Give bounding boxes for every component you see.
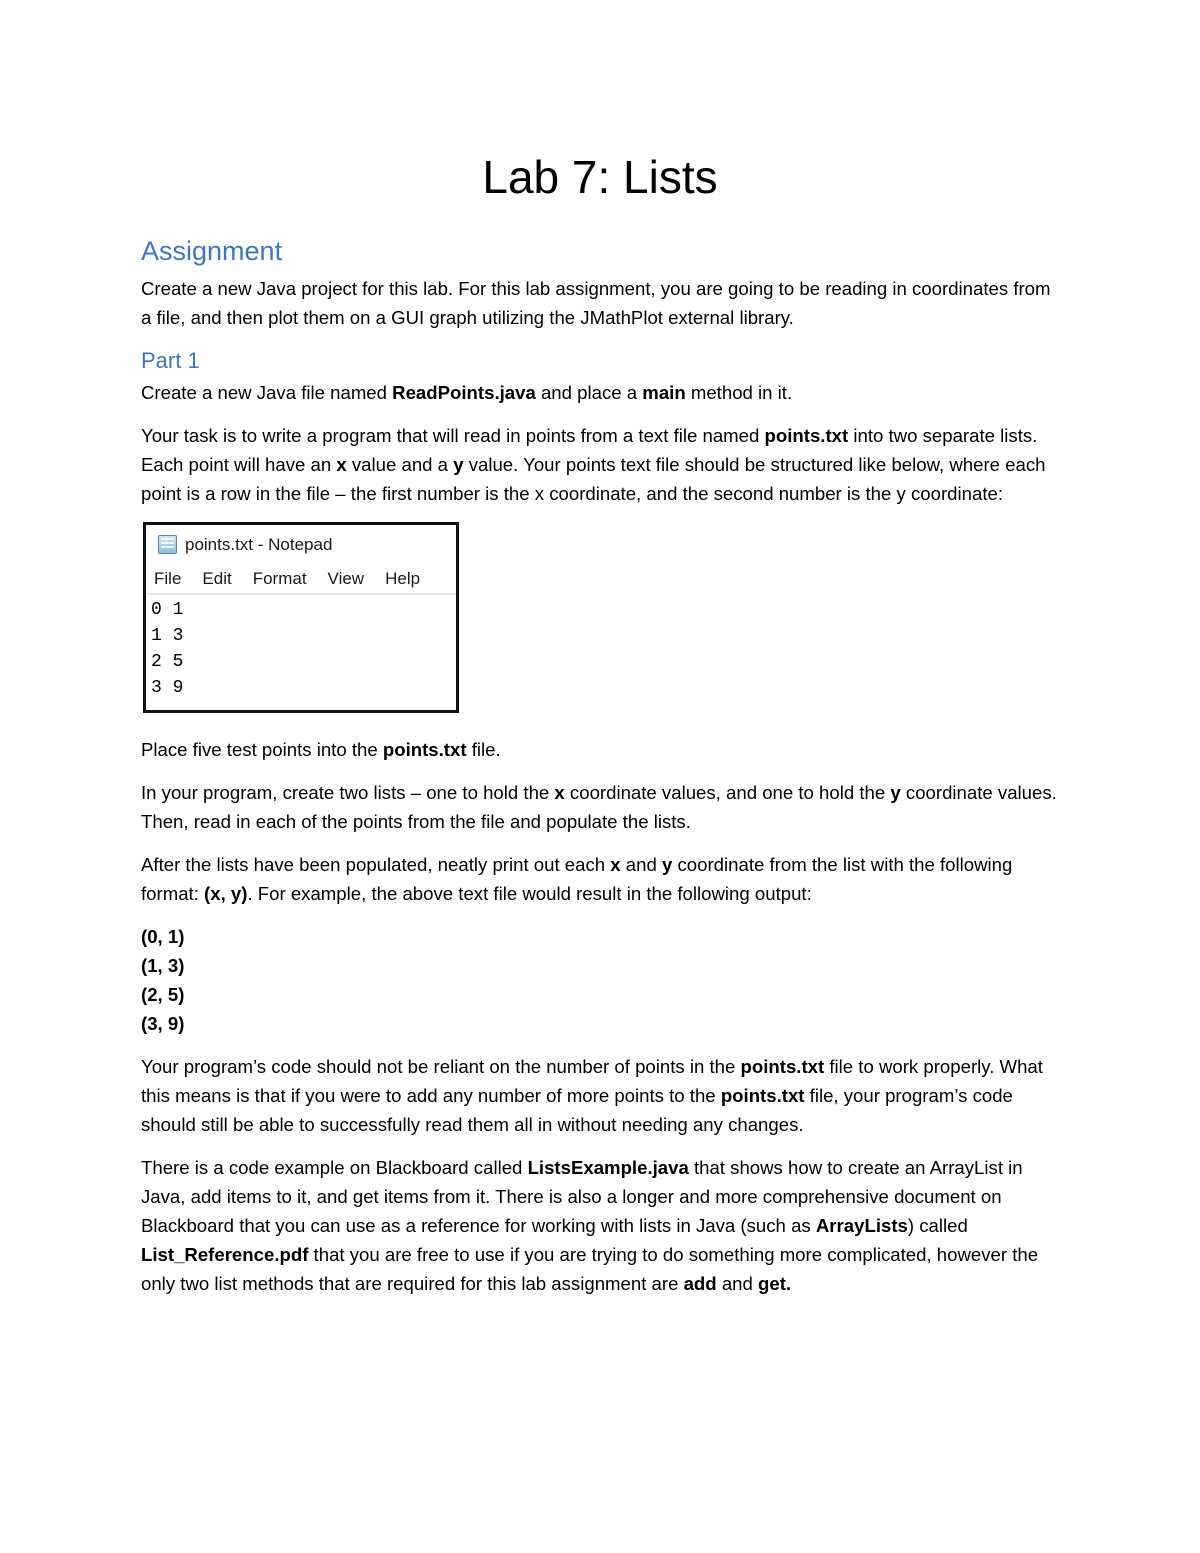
part1-paragraph-7: There is a code example on Blackboard called ListsExample.java that shows how to create an ArrayList in Java, add items to it, and get items from it. There is also a longer and more comprehensive document on Blackboard that you can use as a reference for working with lists in Java (such as ArrayLists) called List_Reference.pdf that you are free to use if you are trying to do something more complicated, however the only two list methods that are required for this lab assignment are add and get. [141,1157,1039,1294]
part1-paragraph-1: Create a new Java file named ReadPoints.java and place a main method in it. [141,382,793,403]
document-body [141,232,1066,1312]
output-line: (3, 9) [141,1013,185,1034]
notepad-menu-edit: Edit [202,568,232,588]
part1-paragraph-5: After the lists have been populated, neatly print out each x and y coordinate from the list with the following format: (x, y). For example, the above text file would result in the following output: [141,854,1013,904]
notepad-screenshot [143,522,459,713]
notepad-window-title: points.txt - Notepad [185,534,333,554]
output-line: (1, 3) [141,955,185,976]
notepad-text-area [146,595,456,701]
notepad-menu-format: Format [252,568,307,588]
notepad-titlebar [146,525,456,563]
example-output [141,922,1066,1038]
part1-paragraph-4: In your program, create two lists – one to hold the x coordinate values, and one to hold the y coordinate values. Then, read in each of the points from the file and populate the lists. [141,782,1057,832]
notepad-line: 1 3 [151,626,184,646]
notepad-icon [158,535,177,554]
assignment-heading: Assignment [141,236,283,266]
notepad-menu-file: File [154,568,182,588]
notepad-line: 2 5 [151,652,184,672]
notepad-line: 0 1 [151,600,184,620]
part1-heading: Part 1 [141,348,200,373]
output-line: (0, 1) [141,926,185,947]
part1-paragraph-6: Your program’s code should not be reliant on the number of points in the points.txt file to work properly. What this means is that if you were to add any number of more points to the points.txt file, your program’s code should still be able to successfully read them all in without needing any changes. [141,1056,1043,1135]
notepad-menubar [146,563,456,595]
output-line: (2, 5) [141,984,185,1005]
part1-paragraph-2: Your task is to write a program that will read in points from a text file named points.txt into two separate lists. Each point will have an x value and a y value. Your points text file should be structured like below, where each point is a row in the file – the first number is the x coordinate, and the second number is the y coordinate: [141,425,1046,504]
assignment-intro: Create a new Java project for this lab. For this lab assignment, you are going to be reading in coordinates from a file, and then plot them on a GUI graph utilizing the JMathPlot external library. [141,278,1051,328]
notepad-menu-view: View [327,568,365,588]
notepad-line: 3 9 [151,678,184,698]
notepad-menu-help: Help [385,568,421,588]
page-title: Lab 7: Lists [482,151,718,203]
part1-paragraph-3: Place five test points into the points.txt file. [141,739,501,760]
